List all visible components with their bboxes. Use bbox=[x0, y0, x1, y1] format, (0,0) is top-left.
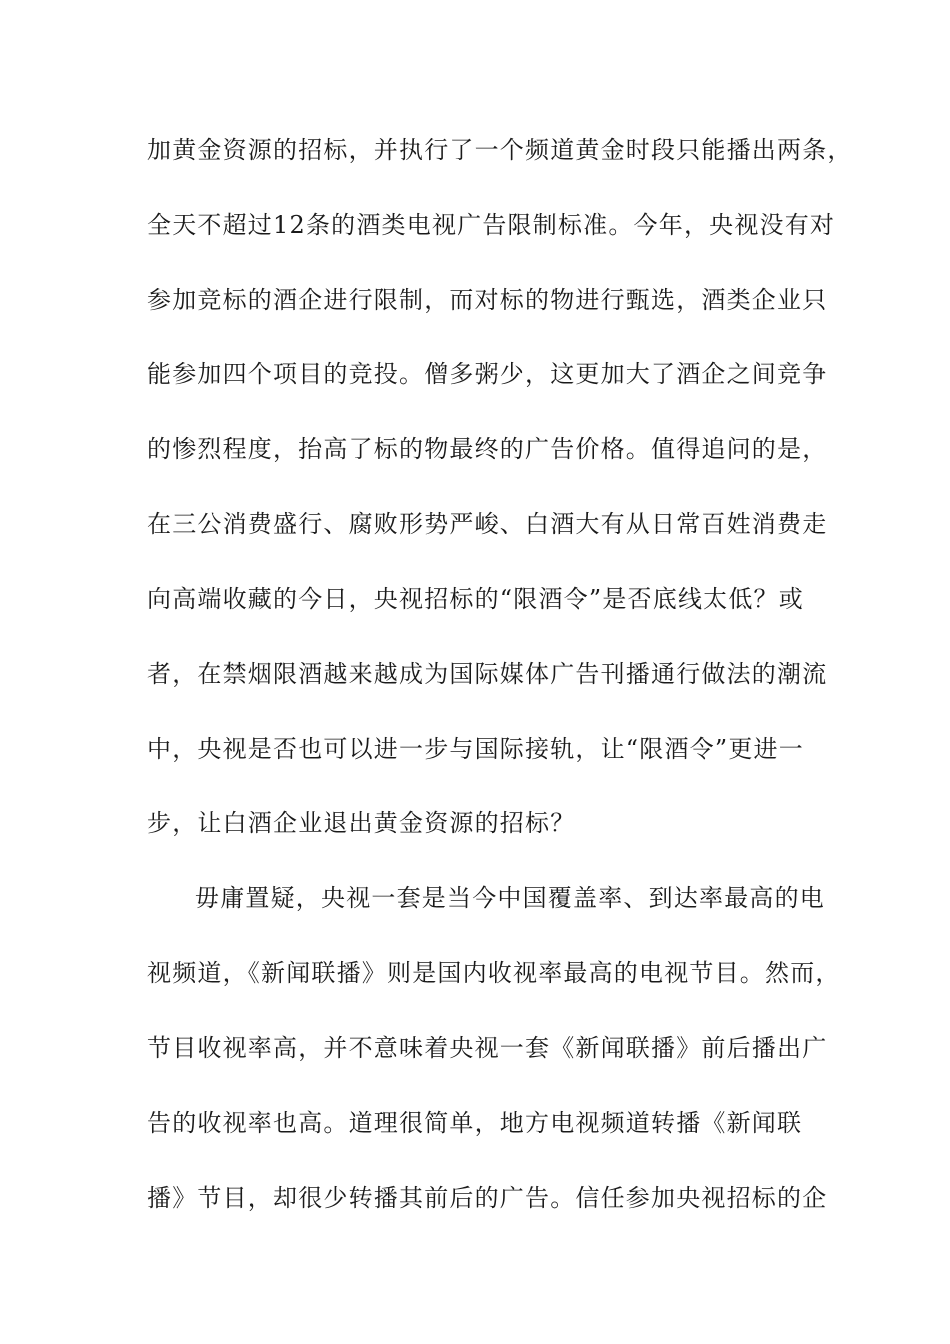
text-line: 加黄金资源的招标，并执行了一个频道黄金时段只能播出两条， bbox=[147, 136, 853, 164]
text-line: 向高端收藏的今日，央视招标的“限酒令”是否底线太低？或 bbox=[147, 585, 804, 613]
text-line: 步，让白酒企业退出黄金资源的招标？ bbox=[147, 809, 576, 837]
paragraph-first-line: 毋庸置疑，央视一套是当今中国覆盖率、到达率最高的电 bbox=[195, 884, 825, 912]
text-line: 参加竞标的酒企进行限制，而对标的物进行甄选，酒类企业只 bbox=[147, 286, 828, 314]
text-line: 的惨烈程度，抬高了标的物最终的广告价格。值得追问的是， bbox=[147, 435, 828, 463]
text-line: 节目收视率高，并不意味着央视一套《新闻联播》前后播出广 bbox=[147, 1034, 828, 1062]
text-line: 全天不超过12条的酒类电视广告限制标准。今年，央视没有对 bbox=[147, 211, 836, 239]
text-line: 中，央视是否也可以进一步与国际接轨，让“限酒令”更进一 bbox=[147, 735, 804, 763]
text-line: 在三公消费盛行、腐败形势严峻、白酒大有从日常百姓消费走 bbox=[147, 510, 828, 538]
text-line: 者，在禁烟限酒越来越成为国际媒体广告刊播通行做法的潮流 bbox=[147, 660, 828, 688]
text-line: 视频道，《新闻联播》则是国内收视率最高的电视节目。然而， bbox=[147, 959, 841, 987]
text-line: 能参加四个项目的竞投。僧多粥少，这更加大了酒企之间竞争 bbox=[147, 360, 828, 388]
text-line: 告的收视率也高。道理很简单，地方电视频道转播《新闻联 bbox=[147, 1109, 803, 1137]
text-line: 播》节目，却很少转播其前后的广告。信任参加央视招标的企 bbox=[147, 1184, 828, 1212]
